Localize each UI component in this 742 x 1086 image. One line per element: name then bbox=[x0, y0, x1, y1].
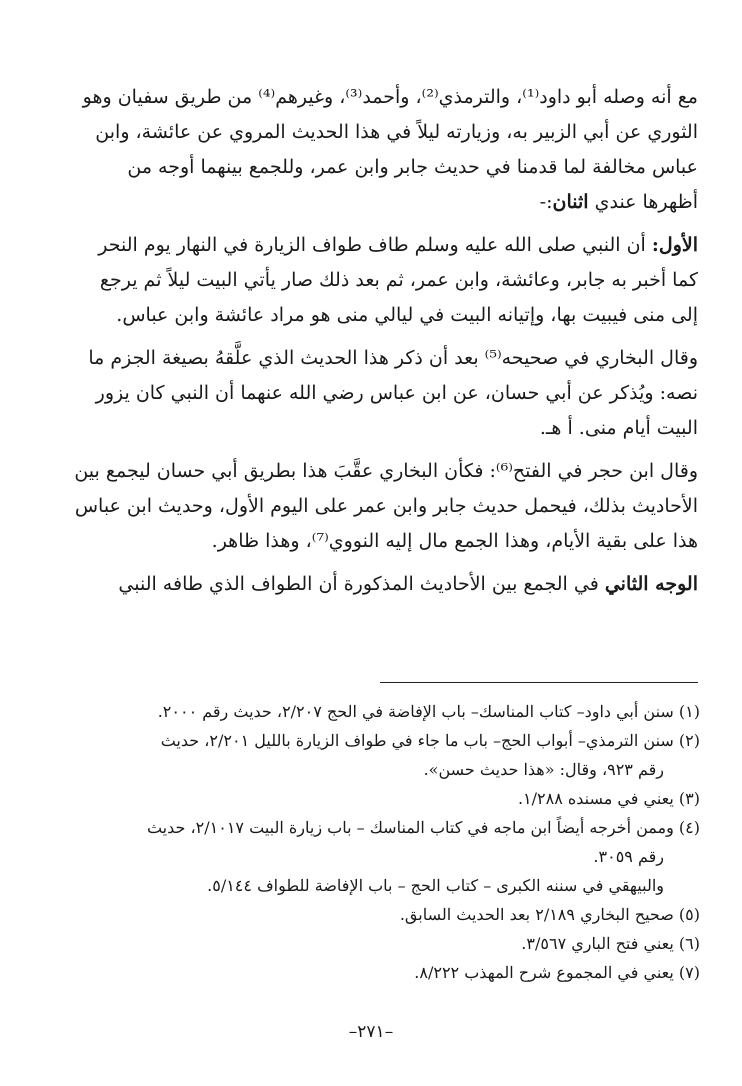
paragraph-1-text: مع أنه وصله أبو داود⁽¹⁾، والترمذي⁽²⁾، وأحمد⁽³⁾، وغيرهم⁽⁴⁾ من طريق سفيان وهو الثوري عن أبي الزبير به، وزيارته ليلاً في هذا الحديث المروي عن عائشة، وابن عباس مخالفة لما قدمنا في حديث جابر وابن عمر، وللجمع بينهما أوجه من أظهرها عندي bbox=[82, 86, 698, 213]
paragraph-5 bbox=[70, 567, 698, 602]
footnote-4-continued: رقم ٣٠٥٩. bbox=[593, 847, 664, 866]
page-number: –٢٧١– bbox=[348, 1022, 394, 1042]
paragraph-2-lead: الأول: bbox=[651, 234, 698, 256]
paragraph-3 bbox=[70, 341, 698, 446]
paragraph-5-lead: الوجه الثاني bbox=[604, 573, 698, 595]
footnote-divider bbox=[380, 682, 698, 683]
footnote-4-additional: والبيهقي في سننه الكبرى – كتاب الحج – باب الإفاضة للطواف ٥/١٤٤. bbox=[207, 876, 664, 895]
paragraph-3-text: وقال البخاري في صحيحه⁽⁵⁾ بعد أن ذكر هذا الحديث الذي علَّقهُ بصيغة الجزم ما نصه: ويُذكر عن أبي حسان، عن ابن عباس رضي الله عنهما أن النبي كان يزور البيت أيام منى. أ هـ. bbox=[88, 347, 698, 439]
footnote-4: (٤) وممن أخرجه أيضاً ابن ماجه في كتاب المناسك – باب زيارة البيت ٢/١٠١٧، حديث bbox=[146, 818, 700, 837]
paragraph-1-bold: اثنان bbox=[552, 191, 589, 213]
paragraph-2-text: أن النبي صلى الله عليه وسلم طاف طواف الزيارة في النهار يوم النحر كما أخبر به جابر، وعائشة، وابن عمر، ثم بعد ذلك صار يأتي البيت ليلاً ثم يرجع إلى منى فيبيت بها، وإتيانه البيت في ليالي منى هو مراد عائشة وابن عباس. bbox=[98, 234, 698, 326]
footnote-2-continued: رقم ٩٢٣، وقال: «هذا حديث حسن». bbox=[423, 760, 664, 779]
paragraph-5-text: في الجمع بين الأحاديث المذكورة أن الطواف الذي طافه النبي bbox=[118, 573, 599, 595]
footnote-5: (٥) صحيح البخاري ٢/١٨٩ بعد الحديث السابق. bbox=[399, 905, 700, 924]
paragraph-4 bbox=[70, 454, 698, 559]
footnote-3: (٣) يعني في مسنده ١/٢٨٨. bbox=[517, 789, 700, 808]
footnote-1: (١) سنن أبي داود– كتاب المناسك– باب الإفاضة في الحج ٢/٢٠٧، حديث رقم ٢٠٠٠. bbox=[157, 702, 700, 721]
paragraph-1 bbox=[70, 80, 698, 220]
paragraph-4-text: وقال ابن حجر في الفتح⁽⁶⁾: فكأن البخاري عقَّبَ هذا بطريق أبي حسان ليجمع بين الأحاديث بذلك، فيحمل حديث جابر وابن عمر على اليوم الأول، وحديث ابن عباس هذا على بقية الأيام، وهذا الجمع مال إليه النووي⁽⁷⁾، وهذا ظاهر. bbox=[74, 460, 698, 552]
footnotes bbox=[60, 697, 700, 987]
main-text bbox=[70, 80, 698, 610]
paragraph-2 bbox=[70, 228, 698, 333]
footnote-2: (٢) سنن الترمذي– أبواب الحج– باب ما جاء في طواف الزيارة بالليل ٢/٢٠١، حديث bbox=[160, 731, 700, 750]
footnote-7: (٧) يعني في المجموع شرح المهذب ٨/٢٢٢. bbox=[414, 963, 700, 982]
paragraph-1-end: :- bbox=[539, 191, 553, 213]
footnote-6: (٦) يعني فتح الباري ٣/٥٦٧. bbox=[521, 934, 700, 953]
